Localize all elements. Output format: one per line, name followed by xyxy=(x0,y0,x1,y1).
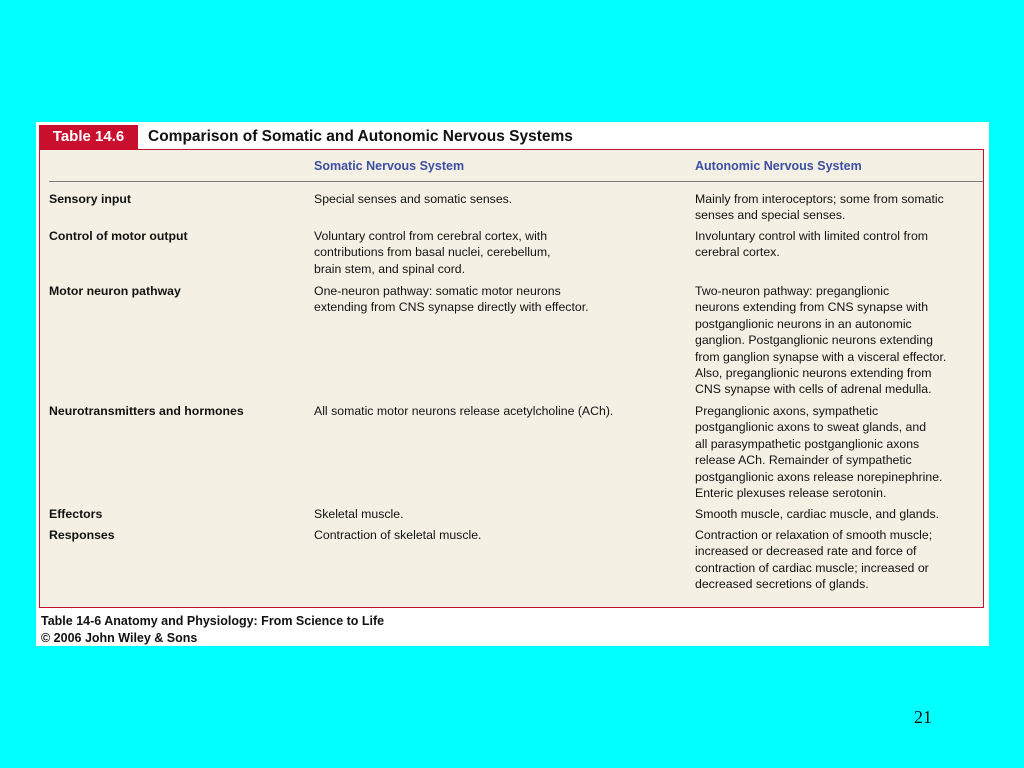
table-source-caption: Table 14-6 Anatomy and Physiology: From Science to Life xyxy=(41,614,385,628)
cell-autonomic-responses: Contraction or relaxation of smooth muscle; increased or decreased rate and force of contraction of cardiac muscle; increased or decreased secretions of glands. xyxy=(695,528,933,592)
cell-autonomic-sensory-input: Mainly from interoceptors; some from somatic senses and special senses. xyxy=(695,192,944,223)
cell-somatic-effectors: Skeletal muscle. xyxy=(314,507,404,521)
cell-autonomic-effectors: Smooth muscle, cardiac muscle, and glands. xyxy=(695,507,940,521)
header-divider xyxy=(49,181,983,182)
row-label-neurotransmitters-and-hormones: Neurotransmitters and hormones xyxy=(49,404,244,418)
slide-page-number: 21 xyxy=(914,707,932,727)
table-title: Comparison of Somatic and Autonomic Nervous Systems xyxy=(148,128,573,145)
table-header xyxy=(39,125,989,149)
row-label-effectors: Effectors xyxy=(49,507,103,521)
copyright-caption: © 2006 John Wiley & Sons xyxy=(41,631,198,645)
table-number-tag: Table 14.6 xyxy=(39,125,138,149)
row-label-sensory-input: Sensory input xyxy=(49,192,131,206)
cell-somatic-responses: Contraction of skeletal muscle. xyxy=(314,528,482,542)
cell-autonomic-motor-neuron-pathway: Two-neuron pathway: preganglionic neurons extending from CNS synapse with postganglionic neurons in an autonomic ganglion. Postganglionic neurons extending from ganglion synapse with a visceral effector. Also, preganglionic neurons extending from CNS synapse with cells of adrenal medulla. xyxy=(695,284,947,397)
cell-autonomic-neurotransmitters-and-hormones: Preganglionic axons, sympathetic postganglionic axons to sweat glands, and all parasympathetic postganglionic axons release ACh. Remainder of sympathetic postganglionic axons release norepinephrine. Enteric plexuses release serotonin. xyxy=(695,404,943,501)
cell-somatic-neurotransmitters-and-hormones: All somatic motor neurons release acetylcholine (ACh). xyxy=(314,404,614,418)
row-label-motor-neuron-pathway: Motor neuron pathway xyxy=(49,284,181,298)
row-label-control-of-motor-output: Control of motor output xyxy=(49,229,188,243)
cell-somatic-motor-neuron-pathway: One-neuron pathway: somatic motor neurons extending from CNS synapse directly with effector. xyxy=(314,284,589,315)
row-label-responses: Responses xyxy=(49,528,115,542)
cell-somatic-control-of-motor-output: Voluntary control from cerebral cortex, with contributions from basal nuclei, cerebellum, brain stem, and spinal cord. xyxy=(314,229,551,276)
cell-somatic-sensory-input: Special senses and somatic senses. xyxy=(314,192,513,206)
column-header-somatic: Somatic Nervous System xyxy=(314,159,465,173)
cell-autonomic-control-of-motor-output: Involuntary control with limited control from cerebral cortex. xyxy=(695,229,929,260)
table-panel xyxy=(39,149,984,608)
column-header-autonomic: Autonomic Nervous System xyxy=(695,159,862,173)
table-card xyxy=(36,122,989,646)
